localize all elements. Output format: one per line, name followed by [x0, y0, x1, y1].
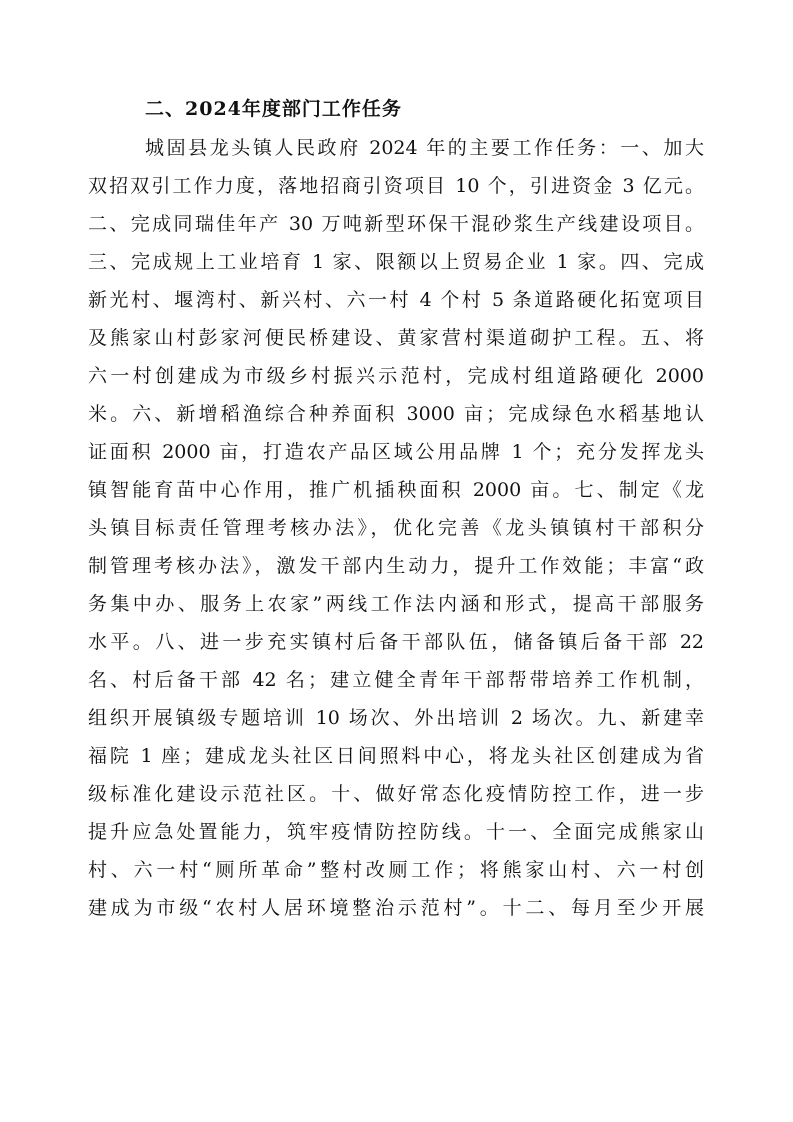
paragraph-line: 新光村、堰湾村、新兴村、六一村 4 个村 5 条道路硬化拓宽项目: [88, 289, 704, 311]
paragraph-line: 名、村后备干部 42 名；建立健全青年干部帮带培养工作机制，: [88, 669, 704, 691]
paragraph-line: 村、六一村“厕所革命”整村改厕工作；将熊家山村、六一村创: [88, 859, 704, 881]
paragraph-line: 双招双引工作力度，落地招商引资项目 10 个，引进资金 3 亿元。: [88, 175, 704, 197]
paragraph-line: 福院 1 座；建成龙头社区日间照料中心，将龙头社区创建成为省: [88, 745, 704, 767]
paragraph-line: 镇智能育苗中心作用，推广机插秧面积 2000 亩。七、制定《龙: [88, 479, 704, 501]
paragraph-line: 头镇目标责任管理考核办法》，优化完善《龙头镇镇村干部积分: [88, 517, 704, 539]
paragraph-line: 二、完成同瑞佳年产 30 万吨新型环保干混砂浆生产线建设项目。: [88, 213, 704, 235]
paragraph-line: 组织开展镇级专题培训 10 场次、外出培训 2 场次。九、新建幸: [88, 707, 704, 729]
paragraph-line: 证面积 2000 亩，打造农产品区域公用品牌 1 个；充分发挥龙头: [88, 441, 704, 463]
section-heading: 二、2024年度部门工作任务: [145, 98, 402, 120]
paragraph-line: 水平。八、进一步充实镇村后备干部队伍，储备镇后备干部 22: [88, 631, 704, 653]
paragraph-line: 级标准化建设示范社区。十、做好常态化疫情防控工作，进一步: [88, 783, 704, 805]
paragraph-line: 提升应急处置能力，筑牢疫情防控防线。十一、全面完成熊家山: [88, 821, 704, 843]
paragraph-line: 制管理考核办法》，激发干部内生动力，提升工作效能；丰富“政: [88, 555, 704, 577]
paragraph-line: 及熊家山村彭家河便民桥建设、黄家营村渠道砌护工程。五、将: [88, 327, 704, 349]
paragraph-line: 米。六、新增稻渔综合种养面积 3000 亩；完成绿色水稻基地认: [88, 403, 704, 425]
paragraph-line: 城固县龙头镇人民政府 2024 年的主要工作任务：一、加大: [145, 137, 704, 159]
paragraph-line: 六一村创建成为市级乡村振兴示范村，完成村组道路硬化 2000: [88, 365, 704, 387]
paragraph-line: 建成为市级“农村人居环境整治示范村”。十二、每月至少开展: [88, 897, 704, 919]
paragraph-line: 务集中办、服务上农家”两线工作法内涵和形式，提高干部服务: [88, 593, 704, 615]
paragraph-line: 三、完成规上工业培育 1 家、限额以上贸易企业 1 家。四、完成: [88, 251, 704, 273]
